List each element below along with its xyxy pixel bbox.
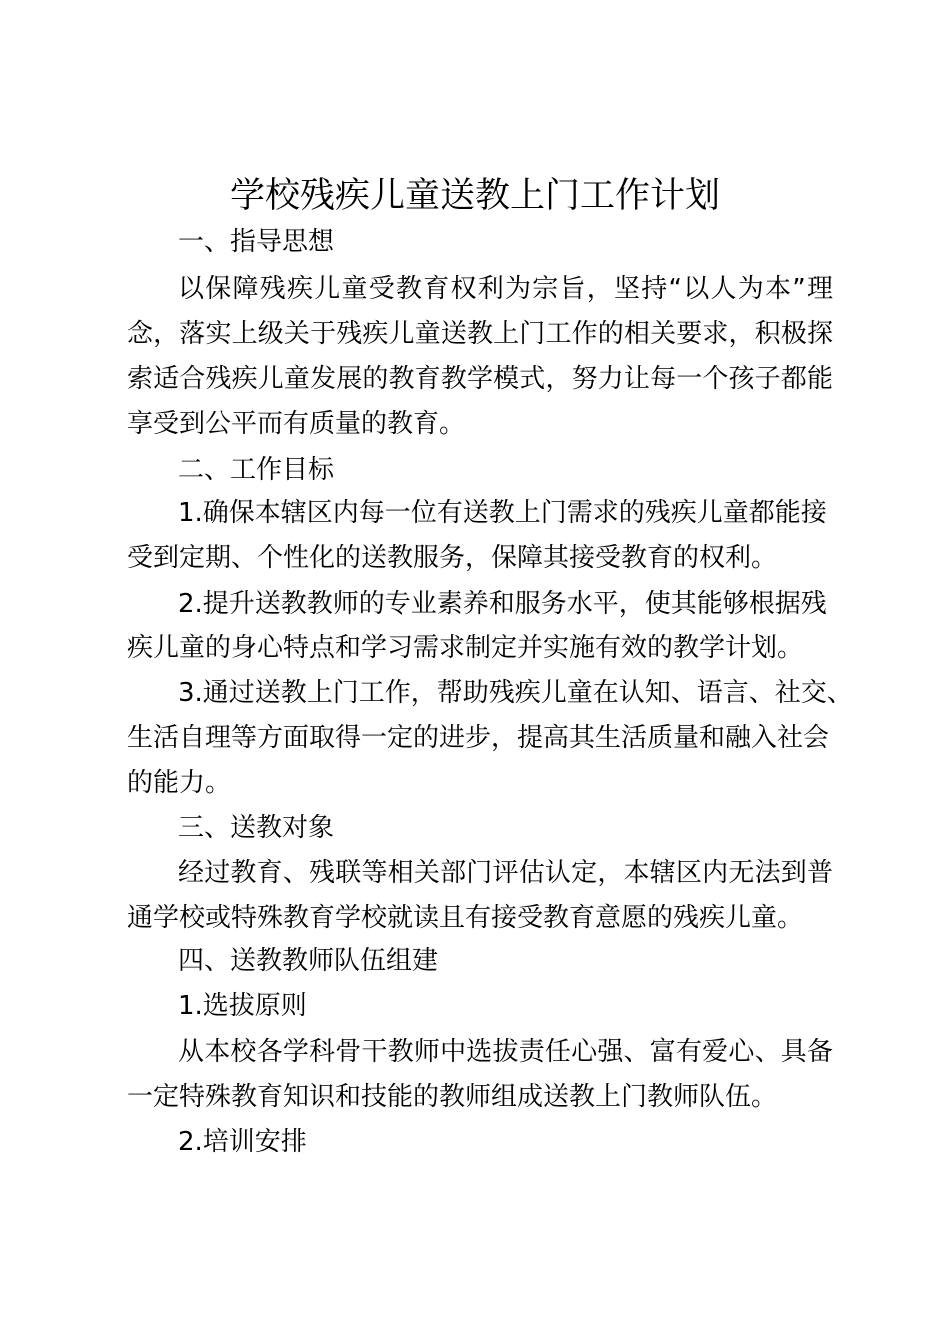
paragraph-line: 经过教育、残联等相关部门评估认定，本辖区内无法到普: [178, 858, 833, 888]
paragraph-line: 受到定期、个性化的送教服务，保障其接受教育的权利。: [127, 543, 778, 573]
paragraph-line: 疾儿童的身心特点和学习需求制定并实施有效的教学计划。: [127, 633, 804, 663]
section-heading-work-goals: 二、工作目标: [178, 455, 335, 485]
section-heading-guiding-thought: 一、指导思想: [178, 227, 335, 257]
document-title: 学校残疾儿童送教上门工作计划: [229, 176, 720, 216]
paragraph-line: 念，落实上级关于残疾儿童送教上门工作的相关要求，积极探: [127, 319, 833, 349]
section-heading-teacher-team: 四、送教教师队伍组建: [178, 946, 439, 976]
subheading-training-arrangement: 2.培训安排: [178, 1127, 307, 1157]
paragraph-line: 通学校或特殊教育学校就读且有接受教育意愿的残疾儿童。: [127, 903, 804, 933]
section-heading-recipients: 三、送教对象: [178, 813, 335, 843]
paragraph-line: 的能力。: [127, 768, 232, 798]
paragraph-line: 3.通过送教上门工作，帮助残疾儿童在认知、语言、社交、: [178, 678, 853, 708]
paragraph-line: 2.提升送教教师的专业素养和服务水平，使其能够根据残: [178, 589, 827, 619]
paragraph-line: 一定特殊教育知识和技能的教师组成送教上门教师队伍。: [127, 1082, 778, 1112]
paragraph-line: 索适合残疾儿童发展的教育教学模式，努力让每一个孩子都能: [127, 364, 833, 394]
paragraph-line: 享受到公平而有质量的教育。: [127, 409, 466, 439]
subheading-selection-principle: 1.选拔原则: [178, 991, 307, 1021]
paragraph-line: 从本校各学科骨干教师中选拔责任心强、富有爱心、具备: [178, 1037, 833, 1067]
paragraph-line: 生活自理等方面取得一定的进步，提高其生活质量和融入社会: [127, 723, 830, 753]
paragraph-line: 1.确保本辖区内每一位有送教上门需求的残疾儿童都能接: [178, 498, 827, 528]
paragraph-line: 以保障残疾儿童受教育权利为宗旨，坚持“以人为本”理: [178, 274, 833, 304]
